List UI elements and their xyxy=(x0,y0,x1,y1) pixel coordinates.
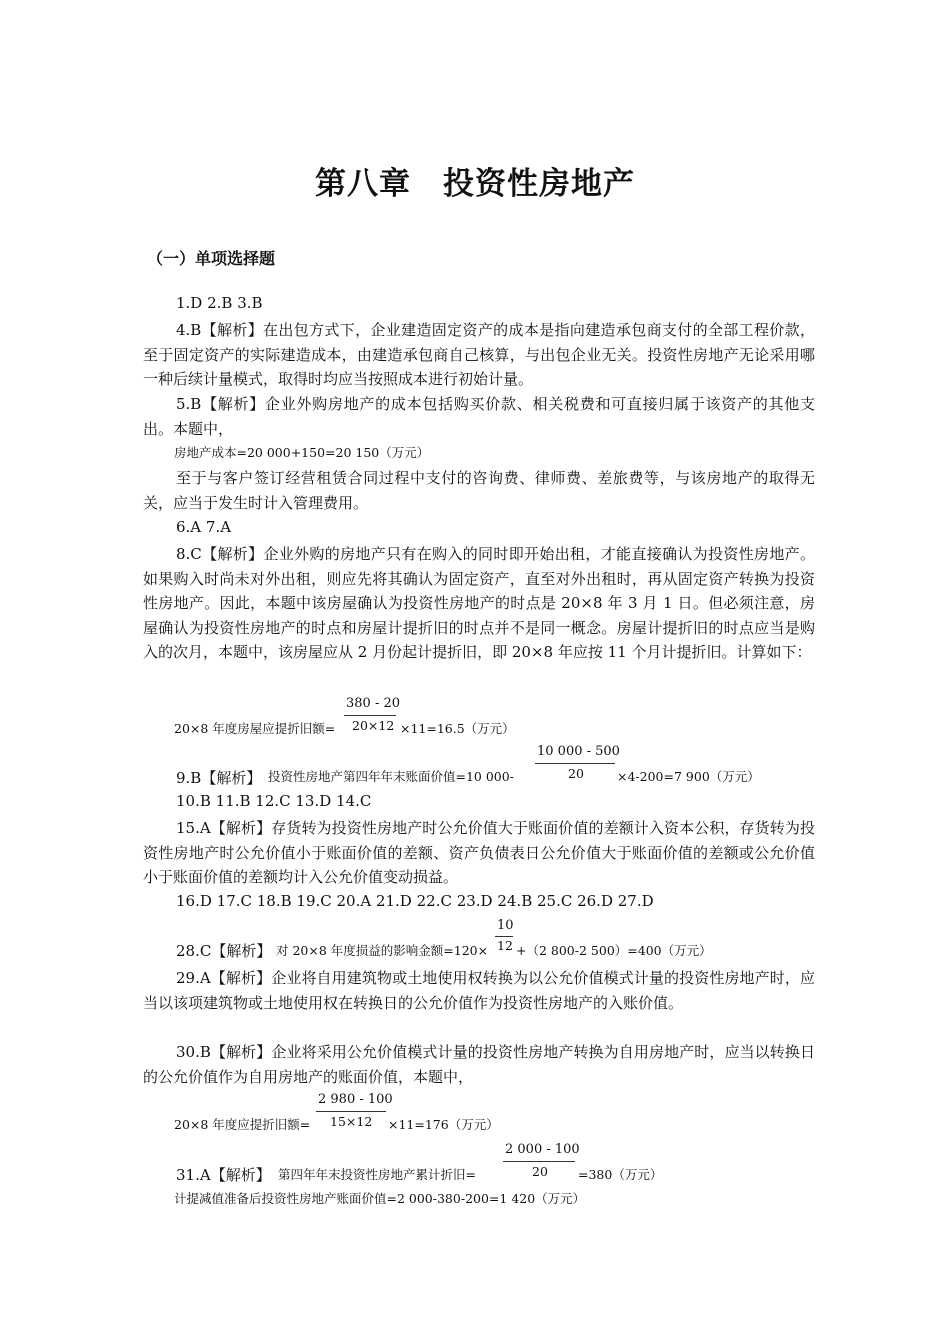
formula-q5: 房地产成本=20 000+150=20 150（万元） xyxy=(174,445,430,460)
formula-q31-tail: 计提减值准备后投资性房地产账面价值=2 000-380-200=1 420（万元） xyxy=(174,1191,586,1206)
formula-q28-left: 对 20×8 年度损益的影响金额=120× xyxy=(276,943,489,958)
q31-fraction-bar xyxy=(503,1161,575,1162)
answer-q29: 29.A【解析】企业将自用建筑物或土地使用权转换为以公允价值模式计量的投资性房地产时，应当以该项建筑物或土地使用权在转换日的公允价值作为投资性房地产的入账价值。 xyxy=(143,969,815,1012)
q31-fraction-numerator: 2 000 - 100 xyxy=(505,1142,580,1157)
formula-q9-right: ×4-200=7 900（万元） xyxy=(617,769,760,784)
q8-fraction-numerator: 380 - 20 xyxy=(346,696,401,711)
answer-line-10: 10.B 11.B 12.C 13.D 14.C xyxy=(176,792,372,810)
answer-q31-label: 31.A【解析】 xyxy=(176,1166,271,1184)
answer-line-1: 1.D 2.B 3.B xyxy=(176,294,263,312)
formula-q31-left: 第四年年末投资性房地产累计折旧= xyxy=(278,1167,476,1182)
q28-fraction-bar xyxy=(495,936,513,937)
answer-q5: 5.B【解析】企业外购房地产的成本包括购买价款、相关税费和可直接归属于该资产的其他支出。本题中， xyxy=(143,395,815,438)
answer-q4: 4.B【解析】在出包方式下，企业建造固定资产的成本是指向建造承包商支付的全部工程价款，至于固定资产的实际建造成本，由建造承包商自己核算，与出包企业无关。投资性房地产无论采用哪一种后续计量模式，取得时均应当按照成本进行初始计量。 xyxy=(143,321,815,388)
q8-fraction-bar xyxy=(344,715,396,716)
formula-q31-right: =380（万元） xyxy=(578,1167,663,1182)
q31-fraction-denominator: 20 xyxy=(532,1164,548,1179)
q8-fraction-denominator: 20×12 xyxy=(352,718,395,733)
formula-q28-right: +（2 800-2 500）=400（万元） xyxy=(516,943,712,958)
answer-q15: 15.A【解析】存货转为投资性房地产时公允价值大于账面价值的差额计入资本公积，存货转为投资性房地产时公允价值小于账面价值的差额、资产负债表日公允价值大于账面价值的差额或公允价值小于账面价值的差额均计入公允价值变动损益。 xyxy=(143,819,815,886)
q9-fraction-bar xyxy=(535,763,615,764)
q30-fraction-denominator: 15×12 xyxy=(330,1114,373,1129)
answer-q28-label: 28.C【解析】 xyxy=(176,942,272,960)
formula-q8-left: 20×8 年度房屋应提折旧额= xyxy=(174,721,336,736)
answer-q5-tail: 至于与客户签订经营租赁合同过程中支付的咨询费、律师费、差旅费等，与该房地产的取得无关，应当于发生时计入管理费用。 xyxy=(143,469,815,512)
q30-fraction-numerator: 2 980 - 100 xyxy=(318,1092,393,1107)
q28-fraction-numerator: 10 xyxy=(497,918,514,933)
q30-fraction-bar xyxy=(316,1111,386,1112)
section-heading: （一）单项选择题 xyxy=(147,249,276,268)
formula-q9-left: 投资性房地产第四年年末账面价值=10 000- xyxy=(268,769,514,784)
formula-q30-right: ×11=176（万元） xyxy=(388,1117,499,1132)
formula-q30-left: 20×8 年度应提折旧额= xyxy=(174,1117,311,1132)
chapter-title: 第八章 投资性房地产 xyxy=(315,166,635,202)
answer-q8: 8.C【解析】企业外购的房地产只有在购入的同时即开始出租，才能直接确认为投资性房地产。如果购入时尚未对外出租，则应先将其确认为固定资产，直至对外出租时，再从固定资产转换为投资性房地产。因此，本题中该房屋确认为投资性房地产的时点是 20×8 年 3 月 1 日。但必须注意，房屋确认为投资性房地产的时点和房屋计提折旧的时点并不是同一概念。房屋计提折旧的时点应当是购入的次月，本题中，该房屋应从 2 月份起计提折旧，即 20×8 年应按 11 个月计提折旧。计算如下： xyxy=(143,545,815,661)
answer-q30: 30.B【解析】企业将采用公允价值模式计量的投资性房地产转换为自用房地产时，应当以转换日的公允价值作为自用房地产的账面价值，本题中， xyxy=(143,1043,815,1086)
q9-fraction-denominator: 20 xyxy=(568,766,584,781)
answer-q9-label: 9.B【解析】 xyxy=(176,769,262,787)
formula-q8-right: ×11=16.5（万元） xyxy=(400,721,515,736)
answer-line-16: 16.D 17.C 18.B 19.C 20.A 21.D 22.C 23.D 24.B 25.C 26.D 27.D xyxy=(176,892,654,910)
q28-fraction-denominator: 12 xyxy=(497,938,513,953)
q9-fraction-numerator: 10 000 - 500 xyxy=(537,744,620,759)
answer-line-6: 6.A 7.A xyxy=(176,518,232,536)
